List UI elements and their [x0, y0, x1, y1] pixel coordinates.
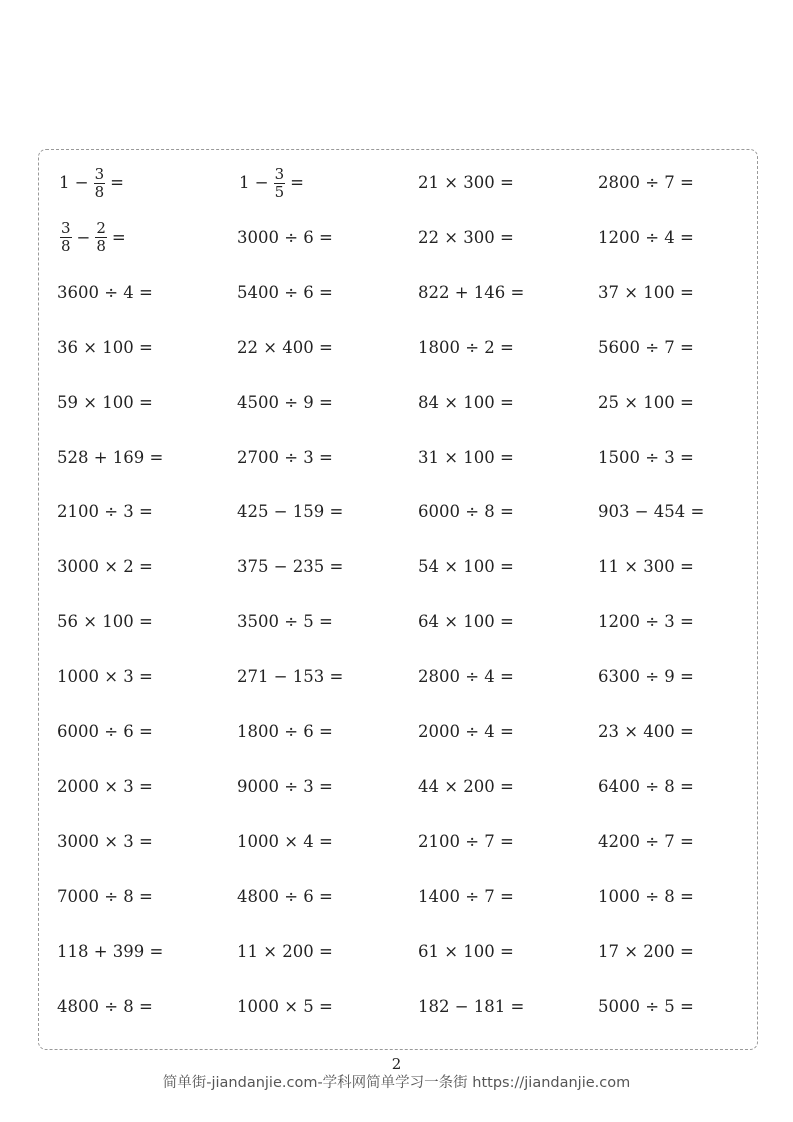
problem-item: [418, 320, 514, 376]
problem-text: 375 − 235 =: [237, 557, 344, 577]
problem-text: 17 × 200 =: [598, 941, 694, 961]
problem-text: 3000 × 3 =: [57, 831, 153, 851]
problem-text: 54 × 100 =: [418, 557, 514, 577]
problem-item: [598, 430, 694, 486]
problem-item: [57, 704, 153, 760]
problem-item: [57, 869, 153, 925]
problem-text: 1 −: [59, 173, 89, 192]
problem-item: [237, 484, 343, 540]
footer-watermark: 简单街-jiandanjie.com-学科网简单学习一条街 https://jiandanjie.com: [162, 1075, 631, 1091]
problem-item: [237, 649, 343, 705]
problem-item: [598, 265, 694, 321]
problem-text: 25 × 100 =: [598, 392, 694, 412]
problem-item: [418, 704, 514, 760]
problem-item: [598, 594, 694, 650]
page-number: 2: [391, 1055, 402, 1073]
problem-item: [418, 210, 514, 266]
problem-item: [418, 869, 514, 925]
problem-text: 22 × 400 =: [237, 337, 333, 357]
problem-item: [237, 375, 333, 431]
problem-item: [598, 649, 694, 705]
problem-item: [57, 155, 126, 211]
problem-item: [598, 539, 694, 595]
problem-item: [237, 869, 333, 925]
problem-text: 271 − 153 =: [237, 667, 344, 687]
problem-text: 6300 ÷ 9 =: [598, 667, 694, 687]
problem-item: [57, 759, 153, 815]
problem-text: 1800 ÷ 2 =: [418, 337, 514, 357]
problem-item: [418, 649, 514, 705]
problem-text: 2000 × 3 =: [57, 776, 153, 796]
problem-text: 1000 × 5 =: [237, 996, 333, 1016]
problem-item: [598, 924, 694, 980]
problem-item: [237, 594, 333, 650]
problem-text: 1800 ÷ 6 =: [237, 722, 333, 741]
problem-text: 23 × 400 =: [598, 722, 694, 741]
problem-item: [598, 320, 694, 376]
problem-text: =: [110, 173, 124, 192]
problem-text: 7000 ÷ 8 =: [57, 886, 153, 906]
problem-text: 1000 × 3 =: [57, 667, 153, 687]
problem-text: 3500 ÷ 5 =: [237, 612, 333, 632]
problem-text: 37 × 100 =: [598, 282, 694, 302]
problem-text: 4200 ÷ 7 =: [598, 831, 694, 851]
problem-text: 1200 ÷ 4 =: [598, 227, 694, 247]
problem-text: 44 × 200 =: [418, 776, 514, 796]
problem-text: 64 × 100 =: [418, 612, 514, 632]
problem-item: [237, 430, 333, 486]
problem-item: [57, 265, 153, 321]
problem-text: 5600 ÷ 7 =: [598, 337, 694, 357]
problem-item: [237, 539, 343, 595]
problem-item: [418, 484, 514, 540]
problem-text: 822 + 146 =: [418, 282, 525, 302]
problem-text: =: [111, 227, 126, 247]
fraction-denominator: 5: [274, 182, 285, 201]
problem-item: [57, 430, 163, 486]
fraction-denominator: 8: [61, 237, 71, 256]
problem-text: 4800 ÷ 6 =: [237, 886, 333, 906]
problem-text: 22 × 300 =: [418, 227, 514, 247]
fraction: [60, 220, 72, 255]
problem-item: [418, 375, 514, 431]
problem-item: [418, 814, 514, 870]
problem-text: 11 × 300 =: [598, 557, 694, 577]
problem-text: 31 × 100 =: [418, 447, 514, 467]
problem-item: [237, 979, 333, 1035]
fraction: [94, 166, 106, 201]
problem-item: [237, 210, 333, 266]
problem-item: [237, 924, 333, 980]
problem-text: 1400 ÷ 7 =: [418, 886, 514, 906]
problem-item: [57, 210, 128, 266]
problem-item: [598, 484, 704, 540]
problem-text: 5400 ÷ 6 =: [237, 282, 333, 302]
problem-item: [418, 155, 514, 211]
problem-text: 59 × 100 =: [57, 392, 153, 412]
problem-text: 61 × 100 =: [418, 941, 514, 961]
problem-item: [598, 375, 694, 431]
problem-text: 36 × 100 =: [57, 337, 153, 357]
problem-item: [57, 539, 153, 595]
problem-text: 528 + 169 =: [57, 447, 164, 467]
problem-item: [598, 210, 694, 266]
problem-text: 2800 ÷ 4 =: [418, 667, 514, 687]
problem-text: 21 × 300 =: [418, 173, 514, 192]
problem-item: [57, 924, 163, 980]
problem-text: 3600 ÷ 4 =: [57, 282, 153, 302]
problem-text: 903 − 454 =: [598, 502, 705, 522]
problem-text: 1200 ÷ 3 =: [598, 612, 694, 632]
problem-text: 3000 ÷ 6 =: [237, 227, 333, 247]
problem-item: [57, 649, 153, 705]
problem-item: [418, 979, 524, 1035]
problem-text: 4500 ÷ 9 =: [237, 392, 333, 412]
problem-text: 84 × 100 =: [418, 392, 514, 412]
problem-text: 118 + 399 =: [57, 941, 164, 961]
problem-text: 2000 ÷ 4 =: [418, 722, 514, 741]
problem-item: [598, 704, 694, 760]
problem-text: =: [290, 173, 304, 192]
problem-text: 3000 × 2 =: [57, 557, 153, 577]
problem-text: 2100 ÷ 3 =: [57, 502, 153, 522]
problem-item: [237, 265, 333, 321]
problem-item: [237, 704, 333, 760]
fraction-numerator: 3: [94, 164, 105, 183]
problem-item: [418, 759, 514, 815]
problem-item: [598, 155, 694, 211]
problem-text: 1000 × 4 =: [237, 831, 333, 851]
problem-item: [57, 979, 153, 1035]
problem-text: 1000 ÷ 8 =: [598, 886, 694, 906]
problem-item: [418, 430, 514, 486]
problem-item: [418, 265, 524, 321]
problem-text: 1500 ÷ 3 =: [598, 447, 694, 467]
fraction-denominator: 8: [94, 182, 105, 201]
fraction: [274, 166, 286, 201]
fraction-numerator: 3: [274, 164, 285, 183]
problem-text: −: [76, 227, 91, 247]
problem-text: 425 − 159 =: [237, 502, 344, 522]
fraction-numerator: 2: [96, 219, 106, 238]
problem-text: 182 − 181 =: [418, 996, 525, 1016]
fraction-numerator: 3: [61, 219, 71, 238]
problem-text: 11 × 200 =: [237, 941, 333, 961]
problem-item: [598, 869, 694, 925]
problem-item: [57, 594, 153, 650]
problem-item: [598, 979, 694, 1035]
problem-item: [237, 320, 333, 376]
problem-item: [418, 539, 514, 595]
problem-text: 6000 ÷ 6 =: [57, 722, 153, 741]
problem-text: 1 −: [239, 173, 269, 192]
problem-item: [418, 594, 514, 650]
problem-item: [57, 814, 153, 870]
problem-text: 2800 ÷ 7 =: [598, 173, 694, 192]
fraction: [95, 220, 107, 255]
problem-item: [57, 484, 153, 540]
problem-item: [237, 155, 306, 211]
problem-text: 9000 ÷ 3 =: [237, 776, 333, 796]
problem-item: [237, 814, 333, 870]
problem-item: [598, 759, 694, 815]
problem-text: 56 × 100 =: [57, 612, 153, 632]
problem-item: [598, 814, 694, 870]
problem-text: 6400 ÷ 8 =: [598, 776, 694, 796]
problem-text: 4800 ÷ 8 =: [57, 996, 153, 1016]
problem-text: 2100 ÷ 7 =: [418, 831, 514, 851]
problem-text: 5000 ÷ 5 =: [598, 996, 694, 1016]
fraction-denominator: 8: [96, 237, 106, 256]
problem-text: 6000 ÷ 8 =: [418, 502, 514, 522]
problem-item: [57, 320, 153, 376]
problem-item: [418, 924, 514, 980]
problem-text: 2700 ÷ 3 =: [237, 447, 333, 467]
problem-item: [57, 375, 153, 431]
problem-item: [237, 759, 333, 815]
